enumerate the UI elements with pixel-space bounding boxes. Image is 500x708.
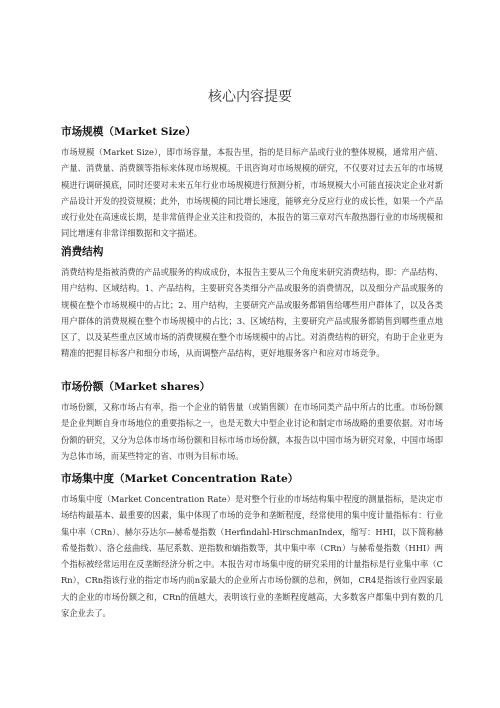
section-heading: 市场规模（Market Size） — [61, 126, 196, 138]
section-market-size — [61, 125, 443, 242]
section-body: 市场份额，又称市场占有率，指一个企业的销售量（或销售额）在市场同类产品中所占的比重。市场份额是企业判断自身市场地位的重要指标之一，也是无数大中型企业讨论和制定市场战略的重要依据。对市场份额的研究，又分为总体市场市场份额和目标市场市场份额，本报告以中国市场为研究对象，中国市场即为总体市场，而某些特定的省、市则为目标市场。 — [61, 402, 443, 461]
section-market-shares — [61, 380, 443, 464]
page-title: 核心内容提要 — [208, 89, 292, 105]
section-body: 消费结构是指被消费的产品或服务的构成成份，本报告主要从三个角度来研究消费结构，即：产品结构、用户结构、区域结构。1、产品结构，主要研究各类细分产品或服务的消费情况，以及细分产品或服务的规模在整个市场规模中的占比；2、用户结构，主要研究产品或服务都销售给哪些用户群体了，以及各类用户群体的消费规模在整个市场规模中的占比；3、区域结构，主要研究产品或服务都销售到哪些重点地区了，以及某些重点区域市场的消费规模在整个市场规模中的占比。对消费结构的研究，有助于企业更为精准的把握目标客户和细分市场，从而调整产品结构，更好地服务客户和应对市场竞争。 — [61, 267, 443, 359]
section-heading: 消费结构 — [61, 246, 104, 258]
section-consumption-structure — [61, 245, 443, 362]
section-heading: 市场集中度（Market Concentration Rate） — [61, 473, 299, 485]
section-heading: 市场份额（Market shares） — [61, 381, 211, 393]
section-body: 市场集中度（Market Concentration Rate）是对整个行业的市场结构集中程度的测量指标，是决定市场结构最基本、最重要的因素，集中体现了市场的竞争和垄断程度，经常使用的集中度计量指标有：行业集中率（CRn）、赫尔芬达尔—赫希曼指数（Herfindahl-HirschmanIndex，缩写：HHI，以下简称赫希曼指数）、洛仑兹曲线、基尼系数、逆指数和熵指数等，其中集中率（CRn）与赫希曼指数（HHI）两个指标被经常运用在反垄断经济分析之中。本报告对市场集中度的研究采用的计量指标是行业集中率（CRn），CRn指该行业的指定市场内前n家最大的企业所占市场份额的总和，例如，CR4是指该行业四家最大的企业的市场份额之和，CRn的值越大，表明该行业的垄断程度越高，大多数客户都集中到有数的几家企业去了。 — [61, 494, 443, 619]
section-body: 市场规模（Market Size），即市场容量，本报告里，指的是目标产品或行业的整体规模，通常用产值、产量、消费量、消费额等指标来体现市场规模。千讯咨询对市场规模的研究，不仅要对过去五年的市场规模进行调研摸底，同时还要对未来五年行业市场规模进行预测分析，市场规模大小可能直接决定企业对新产品设计开发的投资规模；此外，市场规模的同比增长速度，能够充分反应行业的成长性，如果一个产品或行业处在高速成长期，是非常值得企业关注和投资的，本报告的第三章对汽车散热器行业的市场规模和同比增速有非常详细数据和文字描述。 — [61, 147, 443, 239]
section-market-concentration — [61, 472, 443, 621]
